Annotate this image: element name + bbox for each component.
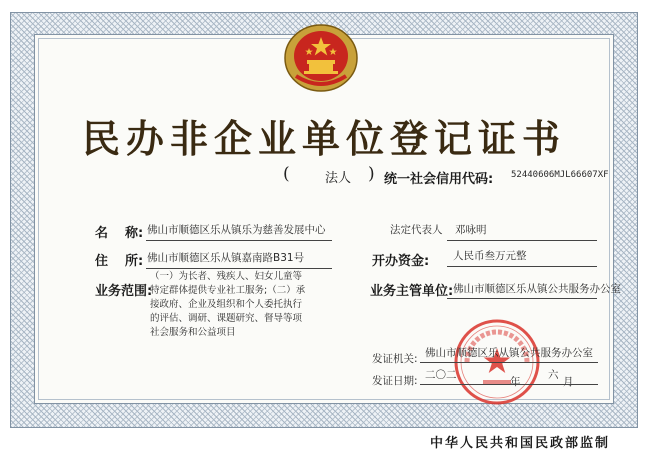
entity-kind: 法人 bbox=[325, 171, 352, 186]
date-label: 发证日期: bbox=[372, 375, 418, 387]
national-emblem-icon bbox=[282, 22, 360, 94]
authority-underline bbox=[447, 298, 597, 299]
capital-label: 开办资金: bbox=[372, 254, 430, 269]
legal-rep-value: 邓咏明 bbox=[455, 224, 487, 236]
issuer-footer: 中华人民共和国民政部监制 bbox=[429, 436, 610, 451]
credit-code-value: 52440606MJL66607XF bbox=[511, 170, 609, 180]
capital-underline bbox=[447, 266, 597, 267]
capital-value: 人民币叁万元整 bbox=[453, 250, 527, 262]
date-month: 六 bbox=[548, 369, 559, 381]
name-label-a: 名 bbox=[95, 226, 109, 241]
issuer-value: 佛山市顺德区乐从镇公共服务办公室 bbox=[425, 347, 593, 359]
date-underline bbox=[420, 384, 598, 385]
scope-label: 业务范围: bbox=[95, 284, 153, 299]
certificate-title: 民办非企业单位登记证书 bbox=[81, 116, 566, 161]
date-day-suffix: 月 bbox=[563, 376, 574, 388]
address-label-b: 所: bbox=[125, 254, 144, 269]
address-underline bbox=[146, 268, 332, 269]
authority-label: 业务主管单位: bbox=[370, 284, 454, 299]
legal-rep-underline bbox=[447, 240, 597, 241]
authority-value: 佛山市顺德区乐从镇公共服务办公室 bbox=[453, 283, 621, 295]
issuer-label: 发证机关: bbox=[372, 353, 418, 365]
close-paren: ) bbox=[368, 164, 375, 184]
credit-code-label: 统一社会信用代码: bbox=[384, 172, 494, 187]
scope-value: （一）为长者、残疾人、妇女儿童等特定群体提供专业社工服务;（二）承接政府、企业及组织和个人委托执行的评估、调研、课题研究、督导等项社会服务和公益项目 bbox=[150, 271, 306, 338]
name-underline bbox=[146, 240, 332, 241]
date-year-suffix: 年 bbox=[510, 376, 521, 388]
address-value: 佛山市顺德区乐从镇嘉南路B31号 bbox=[147, 252, 305, 264]
address-label-a: 住 bbox=[95, 254, 109, 269]
legal-rep-label: 法定代表人 bbox=[390, 224, 443, 236]
name-label-b: 称: bbox=[125, 226, 144, 241]
name-value: 佛山市顺德区乐从镇乐为慈善发展中心 bbox=[147, 224, 326, 236]
issuer-underline bbox=[420, 362, 598, 363]
date-year: 二〇二 bbox=[425, 369, 457, 381]
open-paren: ( bbox=[283, 164, 290, 184]
